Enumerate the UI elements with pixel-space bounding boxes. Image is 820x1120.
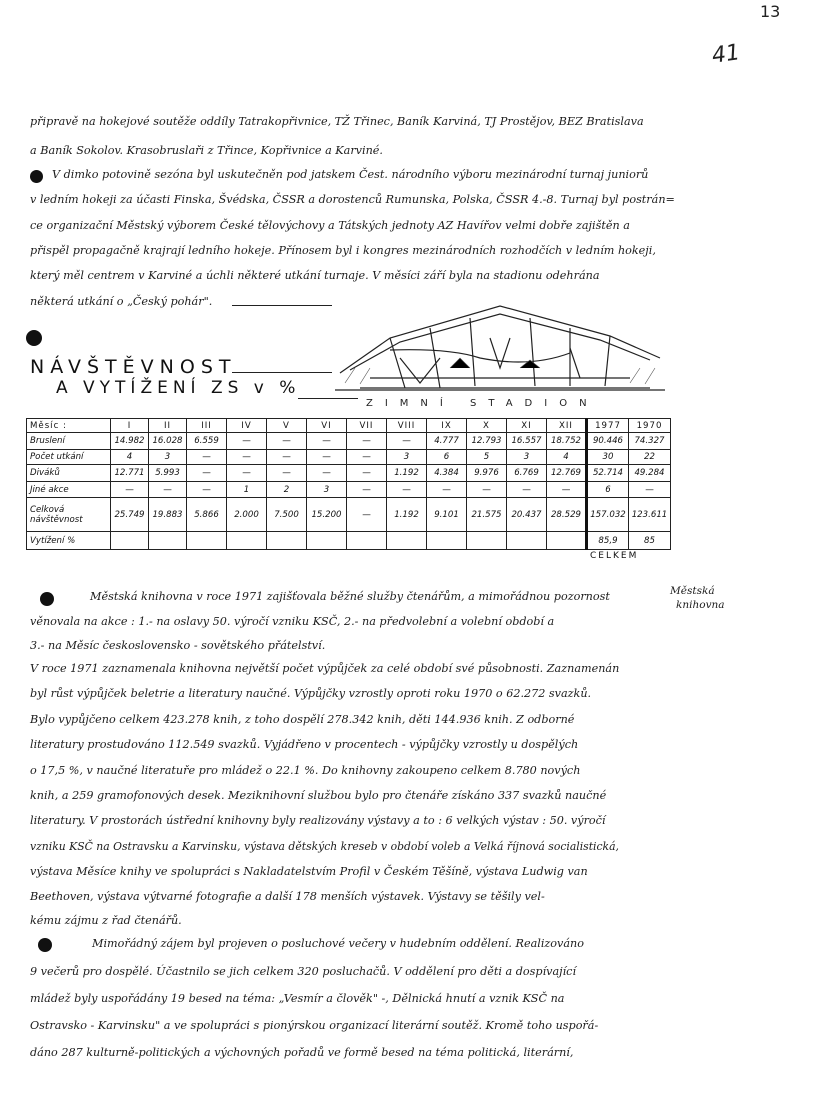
paragraph-line: byl růst výpůjček beletrie a literatury naučné. Výpůjčky vzrostly oproti roku 1970 o 62.272 svazků. (30, 687, 592, 700)
table-cell: — (547, 482, 587, 498)
paragraph-line: který měl centrem v Karviné a úchli některé utkání turnaje. V měsíci září byla na stadionu odehrána (30, 269, 600, 282)
header-cell: XII (547, 419, 587, 433)
table-cell: 4 (111, 450, 149, 465)
title-rule (232, 372, 332, 373)
table-cell: 3 (149, 450, 187, 465)
paragraph-line: Bylo vypůjčeno celkem 423.278 knih, z toho dospělí 278.342 knih, děti 144.936 knih. Z odborné (30, 713, 575, 726)
table-cell: — (507, 482, 547, 498)
table-cell: 12.771 (111, 465, 149, 482)
section-bullet (26, 330, 42, 346)
intro-line: připravě na hokejové soutěže oddíly Tatrakopřivnice, TŽ Třinec, Baník Karviná, TJ Prostějov, BEZ Bratislava (30, 115, 644, 128)
table-cell: — (267, 433, 307, 450)
table-cell: 6.559 (187, 433, 227, 450)
paragraph-line: Mimořádný zájem byl projeven o posluchové večery v hudebním oddělení. Realizováno (92, 937, 584, 950)
header-cell: I (111, 419, 149, 433)
table-cell (307, 532, 347, 550)
paragraph-line: kému zájmu z řad čtenářů. (30, 914, 182, 927)
table-cell: — (267, 450, 307, 465)
row-label: Bruslení (27, 433, 111, 450)
header-cell: Měsíc : (27, 419, 111, 433)
table-cell: — (227, 433, 267, 450)
table-cell: 21.575 (467, 498, 507, 532)
header-cell: IX (427, 419, 467, 433)
table-cell: 14.982 (111, 433, 149, 450)
header-cell: IV (227, 419, 267, 433)
table-cell: 22 (629, 450, 671, 465)
header-cell: VIII (387, 419, 427, 433)
table-cell: 3 (507, 450, 547, 465)
table-cell: 12.793 (467, 433, 507, 450)
table-cell: 6 (587, 482, 629, 498)
table-cell: — (307, 450, 347, 465)
paragraph-line: V roce 1971 zaznamenala knihovna největší počet výpůjček za celé období své působnosti. Zaznamenán (30, 662, 620, 675)
paragraph-line: 9 večerů pro dospělé. Účastnilo se jich celkem 320 posluchačů. V oddělení pro děti a dospívající (30, 965, 577, 978)
row-label: Celková návštěvnost (27, 498, 111, 532)
table-cell: 49.284 (629, 465, 671, 482)
paragraph-line: 3.- na Měsíc československo - sovětského přátelství. (30, 639, 326, 652)
stadium-label: ZIMNÍ STADION (366, 398, 599, 409)
intro-line: a Baník Sokolov. Krasobruslaři z Třince, Kopřivnice a Karviné. (30, 144, 383, 157)
table-row (27, 450, 671, 465)
header-cell: II (149, 419, 187, 433)
stadium-sketch-icon (330, 298, 670, 398)
row-label: Diváků (27, 465, 111, 482)
table-cell (387, 532, 427, 550)
table-cell (427, 532, 467, 550)
paragraph-line: dáno 287 kulturně-politických a výchovných pořadů ve formě besed na téma politická, literární, (30, 1046, 574, 1059)
table-cell: — (111, 482, 149, 498)
table-cell: — (307, 465, 347, 482)
table-cell: — (267, 465, 307, 482)
table-cell: 1.192 (387, 498, 427, 532)
table-cell: 4.384 (427, 465, 467, 482)
table-cell: 16.028 (149, 433, 187, 450)
header-cell: VII (347, 419, 387, 433)
table-cell: — (347, 450, 387, 465)
paragraph-line: Městská knihovna v roce 1971 zajišťovala běžné služby čtenářům, a mimořádnou pozornost (90, 590, 610, 603)
table-cell: 123.611 (629, 498, 671, 532)
table-cell: 2.000 (227, 498, 267, 532)
table-cell: 30 (587, 450, 629, 465)
table-cell: 52.714 (587, 465, 629, 482)
paragraph-line: některá utkání o „Český pohár". (30, 295, 213, 308)
table-cell (149, 532, 187, 550)
row-label: Jiné akce (27, 482, 111, 498)
paragraph-line: o 17,5 %, v naučné literatuře pro mládež o 22.1 %. Do knihovny zakoupeno celkem 8.780 nových (30, 764, 581, 777)
table-cell: 15.200 (307, 498, 347, 532)
table-cell: 6.769 (507, 465, 547, 482)
table-cell (111, 532, 149, 550)
table-footer-total: CELKEM (590, 551, 639, 561)
table-cell: — (149, 482, 187, 498)
table-cell: 25.749 (111, 498, 149, 532)
table-row (27, 498, 671, 532)
title-rule (298, 398, 358, 399)
table-cell: 9.101 (427, 498, 467, 532)
table-cell: — (227, 465, 267, 482)
table-header-row (27, 419, 671, 433)
table-cell: 4 (547, 450, 587, 465)
table-cell: 90.446 (587, 433, 629, 450)
paragraph-line: věnovala na akce : 1.- na oslavy 50. výročí vzniku KSČ, 2.- na předvolební a volební období a (30, 615, 555, 628)
corner-mark: 13 (760, 2, 781, 21)
paragraph-line: ce organizační Městský výborem České tělovýchovy a Tátských jednoty AZ Havířov velmi dobře zajištěn a (30, 219, 630, 232)
paragraph-line: mládež byly uspořádány 19 besed na téma: „Vesmír a člověk" -, Dělnická hnutí a vznik KSČ na (30, 992, 565, 1005)
table-cell (267, 532, 307, 550)
table-cell: 74.327 (629, 433, 671, 450)
table-cell (467, 532, 507, 550)
section-title-line2: A VYTÍŽENÍ ZS v % (56, 378, 301, 398)
paragraph-bullet (40, 592, 54, 606)
table-cell: 16.557 (507, 433, 547, 450)
table-cell: — (347, 498, 387, 532)
paragraph-bullet (30, 170, 43, 183)
header-cell: XI (507, 419, 547, 433)
table-cell: — (187, 465, 227, 482)
table-cell: 1.192 (387, 465, 427, 482)
table-cell: — (629, 482, 671, 498)
table-cell: 20.437 (507, 498, 547, 532)
table-cell: 19.883 (149, 498, 187, 532)
paragraph-line: literatury prostudováno 112.549 svazků. Vyjádřeno v procentech - výpůjčky vzrostly u dospělých (30, 738, 579, 751)
header-cell: 1970 (629, 419, 671, 433)
paragraph-line: vzniku KSČ na Ostravsku a Karvinsku, výstava dětských kreseb v období voleb a Velká říjnová socialistická, (30, 840, 619, 853)
header-cell: 1977 (587, 419, 629, 433)
table-cell: — (227, 450, 267, 465)
attendance-table (26, 418, 671, 550)
table-cell: — (347, 465, 387, 482)
table-cell: — (387, 433, 427, 450)
table-cell: — (347, 482, 387, 498)
paragraph-bullet (38, 938, 52, 952)
paragraph-line: přispěl propagačně krajrají ledního hokeje. Přínosem byl i kongres mezinárodních rozhodčích v ledním hokeji, (30, 244, 656, 257)
margin-note-line: knihovna (676, 599, 725, 611)
row-label: Počet utkání (27, 450, 111, 465)
header-cell: V (267, 419, 307, 433)
margin-note (670, 584, 725, 612)
table-cell: 5.866 (187, 498, 227, 532)
paragraph-line: v ledním hokeji za účasti Finska, Švédska, ČSSR a dorostenců Rumunska, Polska, ČSSR 4.-8. Turnaj byl postrán= (30, 193, 675, 206)
table-cell (507, 532, 547, 550)
table-row (27, 433, 671, 450)
table-cell: — (427, 482, 467, 498)
table-cell: — (187, 482, 227, 498)
table-row (27, 532, 671, 550)
table-row (27, 482, 671, 498)
header-cell: VI (307, 419, 347, 433)
table-cell (187, 532, 227, 550)
margin-note-line: Městská (670, 585, 715, 597)
table-cell: 2 (267, 482, 307, 498)
table-cell (227, 532, 267, 550)
table-cell: 7.500 (267, 498, 307, 532)
table-cell: 9.976 (467, 465, 507, 482)
table-cell: 28.529 (547, 498, 587, 532)
section-title-line1: NÁVŠTĚVNOST (30, 356, 237, 378)
header-cell: III (187, 419, 227, 433)
paragraph-line: knih, a 259 gramofonových desek. Meziknihovní službou bylo pro čtenáře získáno 337 svazků naučné (30, 789, 607, 802)
paragraph-line: výstava Měsíce knihy ve spolupráci s Nakladatelstvím Profil v Českém Těšíně, výstava Ludwig van (30, 865, 588, 878)
table-cell: — (307, 433, 347, 450)
paragraph-line: Beethoven, výstava výtvarné fotografie a další 178 menších výstavek. Výstavy se těšily vel- (30, 890, 545, 903)
table-cell: 4.777 (427, 433, 467, 450)
table-cell: 1 (227, 482, 267, 498)
table-cell: 12.769 (547, 465, 587, 482)
page-number: 41 (710, 40, 742, 69)
table-cell: 157.032 (587, 498, 629, 532)
table-cell: 5.993 (149, 465, 187, 482)
table-cell: 3 (387, 450, 427, 465)
underline-rule (232, 305, 332, 306)
table-cell: — (387, 482, 427, 498)
table-cell: 6 (427, 450, 467, 465)
header-cell: X (467, 419, 507, 433)
paragraph-line: V dimko potovině sezóna byl uskutečněn pod jatskem Čest. národního výboru mezinárodní turnaj juniorů (52, 168, 649, 181)
table-cell: 5 (467, 450, 507, 465)
table-cell: — (347, 433, 387, 450)
table-cell (547, 532, 587, 550)
paragraph-line: literatury. V prostorách ústřední knihovny byly realizovány výstavy a to : 6 velkých výstav : 50. výročí (30, 814, 606, 827)
table-cell: — (467, 482, 507, 498)
table-cell: 85,9 (587, 532, 629, 550)
row-label: Vytížení % (27, 532, 111, 550)
paragraph-line: Ostravsko - Karvinsku" a ve spolupráci s pionýrskou organizací literární soutěž. Kromě toho uspořá- (30, 1019, 599, 1032)
table-row (27, 465, 671, 482)
table-cell: 85 (629, 532, 671, 550)
table-cell: 18.752 (547, 433, 587, 450)
table-cell: — (187, 450, 227, 465)
table-cell: 3 (307, 482, 347, 498)
table-cell (347, 532, 387, 550)
